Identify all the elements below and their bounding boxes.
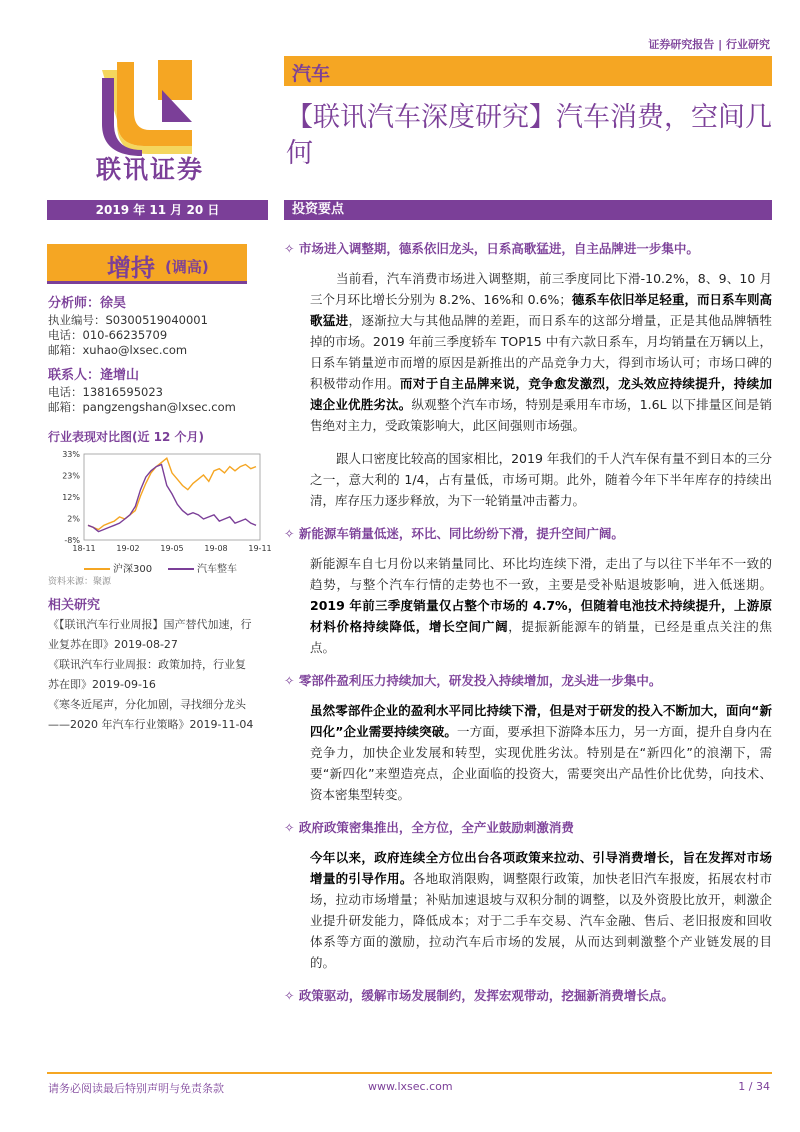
- investment-summary: [284, 240, 772, 1005]
- contact-label: 联系人：逄增山: [48, 368, 140, 383]
- related-item-2-l2[interactable]: 苏在即》2019-09-16: [48, 678, 156, 691]
- contact-email: 邮箱：pangzengshan@lxsec.com: [48, 400, 236, 414]
- y-tick-label: 2%: [67, 514, 80, 524]
- text-run: 而对于自主品牌来说，竞争愈发激烈，龙头效应持续提升，持续加速企业优胜劣汰。: [310, 376, 772, 412]
- section-4-paragraph-1: [284, 847, 772, 973]
- related-item-3-l2[interactable]: ——2020 年汽车行业策略》2019-11-04: [48, 718, 254, 731]
- logo-text: 联讯证券: [96, 155, 205, 184]
- text-run: 德系车依旧举足轻重，而日系车则高歌猛进: [310, 292, 772, 328]
- legend-auto: 汽车整车: [197, 564, 237, 575]
- page-title: 【联讯汽车深度研究】汽车消费，空间几何: [286, 102, 772, 169]
- analyst-cert: 执业编号：S0300519040001: [48, 313, 208, 327]
- footer-disclaimer[interactable]: 请务必阅读最后特别声明与免责条款: [48, 1082, 224, 1095]
- section-heading-1: ✧ 市场进入调整期，德系依旧龙头，日系高歌猛进，自主品牌进一步集中。: [284, 241, 699, 256]
- x-tick-label: 19-05: [160, 544, 184, 553]
- legend-swatch-hs300: [84, 568, 110, 570]
- section-3-paragraph-1: [284, 700, 772, 805]
- text-run: 跟人口密度比较高的国家相比，2019 年我们的千人汽车保有量不到日本的三分之一，意大利的 1/4，占有量低，市场可期。此外，随着今年下半年库存的持续出清，库存压力逐步释放，为下一轮销量冲击蓄力。: [310, 451, 772, 508]
- section-heading-3: ✧ 零部件盈利压力持续加大，研发投入持续增加，龙头进一步集中。: [284, 673, 662, 688]
- legend-hs300: 沪深300: [113, 564, 153, 575]
- related-item-1-l2[interactable]: 业复苏在即》2019-08-27: [48, 638, 178, 651]
- rating-sub: (调高): [165, 258, 209, 276]
- analyst-phone: 电话：010-66235709: [48, 328, 168, 342]
- text-run: 虽然零部件企业的盈利水平同比持续下滑，但是对于研发的投入不断加大，面向“新四化”企业需要持续突破。: [310, 703, 772, 739]
- related-label: 相关研究: [48, 598, 101, 613]
- related-item-1-l1[interactable]: 《【联讯汽车行业周报】国产替代加速，行: [48, 618, 252, 631]
- x-tick-label: 18-11: [72, 544, 96, 553]
- text-run: 一方面，要承担下游降本压力，另一方面，提升自身内在竞争力，加快企业发展和转型，实现优胜劣汰。特别是在“新四化”的浪潮下，需要“新四化”来塑造亮点，企业面临的投资大，需要突出产品性价比优势，向技术、资本密集型转变。: [310, 724, 772, 802]
- x-tick-label: 19-11: [248, 544, 272, 553]
- section-1-paragraph-1: [284, 268, 772, 436]
- section-2-paragraph-1: [284, 553, 772, 658]
- rating-badge: [47, 244, 247, 284]
- performance-chart: [48, 448, 272, 560]
- contact-phone: 电话：13816595023: [48, 385, 163, 399]
- text-run: 2019 年前三季度销量仅占整个市场的 4.7%，但随着电池技术持续提升，上游原材料价格持续降低，增长空间广阔: [310, 598, 772, 634]
- section-1-paragraph-2: [284, 448, 772, 511]
- y-tick-label: 33%: [62, 450, 80, 459]
- footer-url[interactable]: www.lxsec.com: [368, 1080, 453, 1093]
- footer-divider: [47, 1072, 772, 1074]
- x-tick-label: 19-08: [204, 544, 228, 553]
- x-tick-label: 19-02: [116, 544, 140, 553]
- text-run: ，提振新能源车的销量，已经是重点关注的焦点。: [310, 619, 772, 655]
- related-item-2-l1[interactable]: 《联讯汽车行业周报：政策加持，行业复: [48, 658, 246, 671]
- y-tick-label: 12%: [62, 493, 80, 502]
- footer-page: 1 / 34: [738, 1080, 770, 1093]
- chart-source: 资料来源：聚源: [48, 577, 112, 587]
- report-type: 证券研究报告 | 行业研究: [648, 38, 770, 51]
- text-run: 新能源车自七月份以来销量同比、环比均连续下滑，走出了与以往下半年不一致的趋势，与整个汽车行情的走势也不一致，主要是受补贴退坡影响，进入低迷期。: [310, 556, 772, 592]
- section-heading-4: ✧ 政府政策密集推出，全方位，全产业鼓励刺激消费: [284, 820, 574, 835]
- y-tick-label: 23%: [62, 471, 80, 481]
- analyst-email: 邮箱：xuhao@lxsec.com: [48, 343, 188, 357]
- text-run: 今年以来，政府连续全方位出台各项政策来拉动、引导消费增长，旨在发挥对市场增量的引导作用。: [310, 850, 772, 886]
- section-heading-5: ✧ 政策驱动，缓解市场发展制约，发挥宏观带动，挖掘新消费增长点。: [284, 988, 674, 1003]
- sector-bar: [284, 56, 772, 86]
- report-date: 2019 年 11 月 20 日: [47, 200, 268, 220]
- y-tick-label: -8%: [64, 536, 80, 545]
- text-run: 纵观整个汽车市场，特别是乘用车市场，1.6L 以下排量区间是销售绝对主力，受政策影响大，此区间强则市场强。: [310, 397, 772, 433]
- rating-main: 增持: [107, 254, 155, 282]
- legend-swatch-auto: [168, 568, 194, 570]
- sector-label: 汽车: [292, 63, 331, 85]
- text-run: 当前看，汽车消费市场进入调整期，前三季度同比下滑-10.2%，8、9、10 月三个月环比增长分别为 8.2%、16%和 0.6%；: [310, 271, 772, 307]
- related-item-3-l1[interactable]: 《寒冬近尾声，分化加剧，寻找细分龙头: [48, 698, 246, 711]
- analyst-block: [48, 296, 272, 358]
- related-research: [48, 598, 272, 735]
- summary-label: 投资要点: [284, 200, 772, 220]
- contact-block: [48, 368, 272, 415]
- chart-legend: [84, 560, 237, 575]
- analyst-label: 分析师：徐昊: [48, 296, 127, 311]
- text-run: 各地取消限购，调整限行政策，加快老旧汽车报废，拓展农村市场，拉动市场增量；补贴加速退坡与双积分制的调整，以及外资股比放开，刺激企业提升研发能力，降低成本；对于二手车交易、汽车金融、售后、老旧报废和回收体系等方面的激励，拉动汽车后市场的发展，从而达到刺激整个产业链发展的目的。: [310, 871, 772, 970]
- section-heading-2: ✧ 新能源车销量低迷，环比、同比纷纷下滑，提升空间广阔。: [284, 526, 624, 541]
- chart-title: 行业表现对比图(近 12 个月): [48, 430, 205, 444]
- text-run: ，逐渐拉大与其他品牌的差距，而日系车的这部分增量，正是其他品牌牺牲掉的市场。2019 年前三季度轿车 TOP15 中有六款日系车，月均销量在万辆以上，日系车销量逆市而增的原因是新推出的产品竞争力大，得到市场认可；市场口碑的积极带动作用。: [310, 313, 772, 391]
